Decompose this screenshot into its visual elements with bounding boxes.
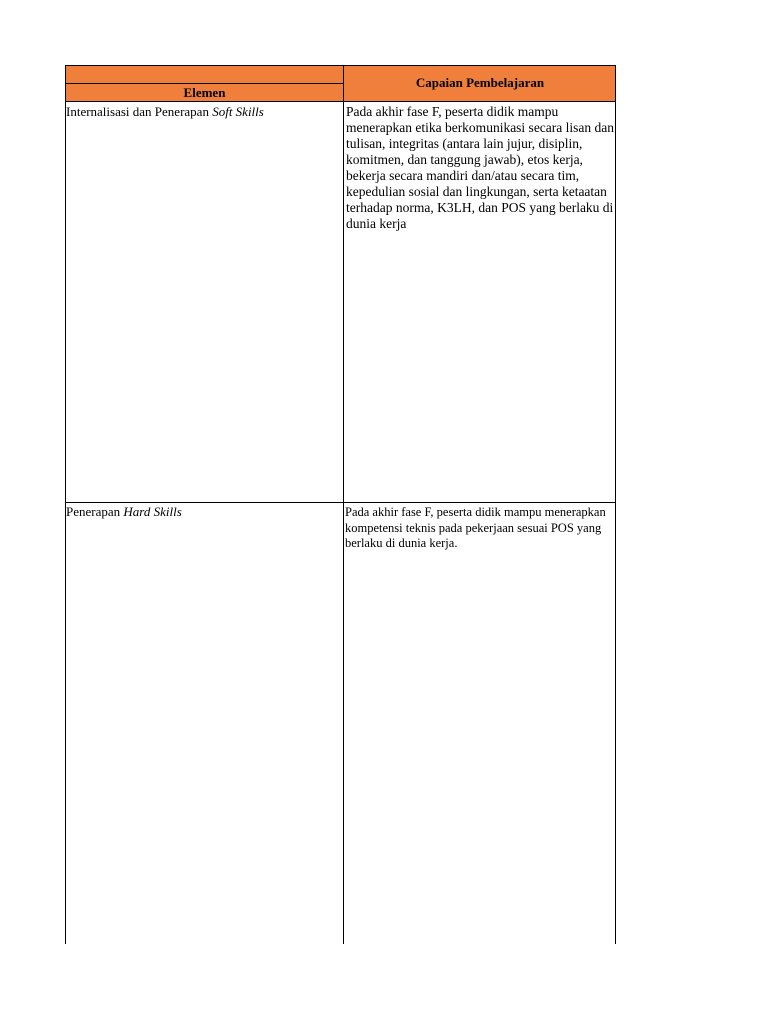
row-1-capaian: Pada akhir fase F, peserta didik mampu menerapkan etika berkomunikasi secara lisan dan tulisan, integritas (antara lain jujur, disiplin, komitmen, dan tanggung jawab), etos kerja, bekerja secara mandiri dan/atau secara tim, kepedulian sosial dan lingkungan, serta ketaatan terhadap norma, K3LH, dan POS yang berlaku di dunia kerja [346,104,615,231]
table-top-border [65,65,616,66]
header-capaian-label: Capaian Pembelajaran [415,75,545,90]
row-1-elemen [66,104,342,120]
row-2-elemen-italic: Hard Skills [123,504,182,519]
learning-outcomes-table [65,65,616,944]
row-2-elemen-prefix: Penerapan [66,504,124,519]
header-elemen-label: Elemen [183,85,226,100]
header-bottom-border [65,101,616,102]
header-elemen-top-cell [65,65,344,84]
row-1-elemen-prefix: Internalisasi dan Penerapan [66,104,213,119]
row-1-bottom-border [65,502,616,503]
column-divider [343,65,344,944]
table-left-border [65,65,66,944]
row-1-elemen-italic: Soft Skills [212,104,264,119]
table-right-border [615,65,616,944]
header-split-line [65,83,344,84]
row-2-elemen [66,504,342,520]
row-2-capaian: Pada akhir fase F, peserta didik mampu menerapkan kompetensi teknis pada pekerjaan sesuai POS yang berlaku di dunia kerja. [345,505,606,550]
